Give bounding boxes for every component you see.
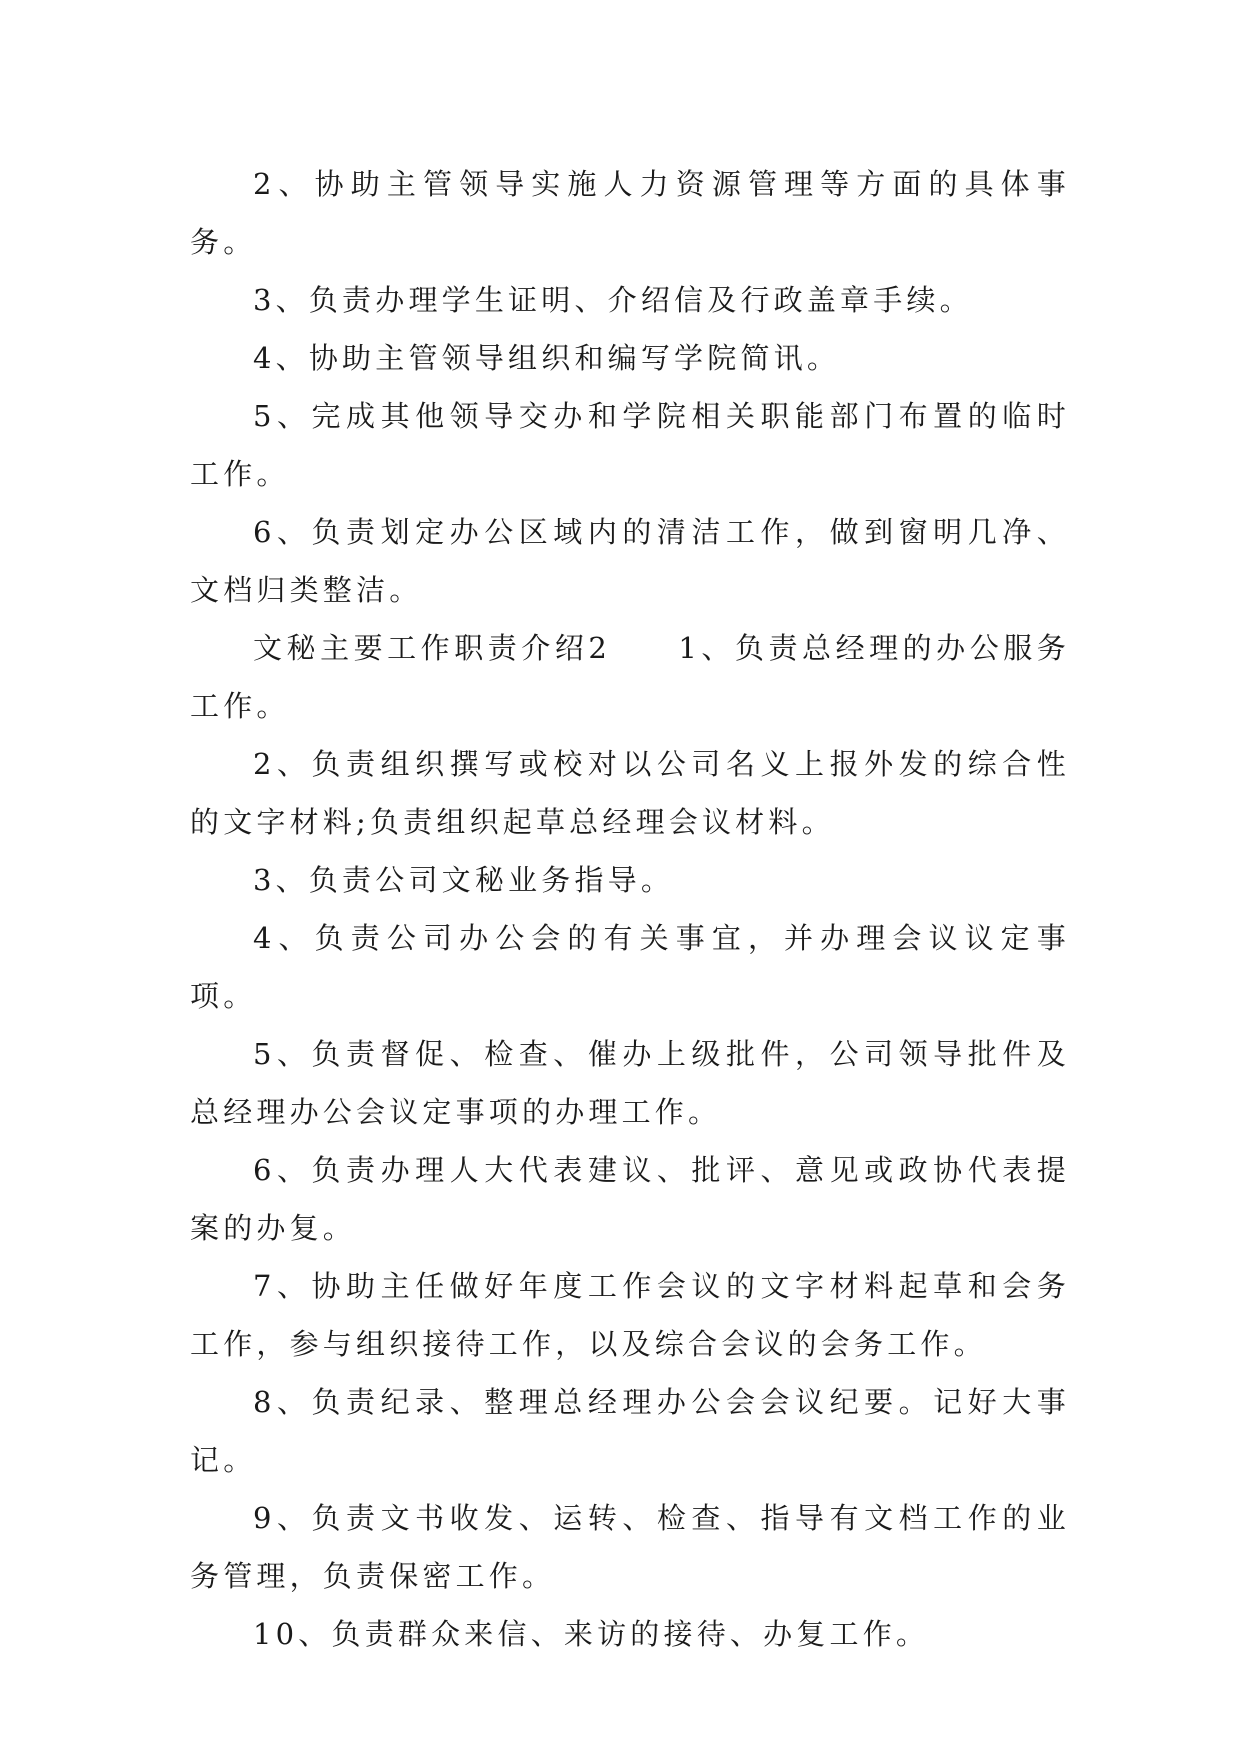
document-body <box>190 155 1070 1663</box>
duty-item-4: 4、负责公司办公会的有关事宜，并办理会议议定事项。 <box>190 921 1070 1013</box>
duty-item-10: 10、负责群众来信、来访的接待、办复工作。 <box>253 1617 930 1651</box>
duty-item-7: 7、协助主任做好年度工作会议的文字材料起草和会务工作，参与组织接待工作，以及综合会议的会务工作。 <box>190 1269 1070 1361</box>
paragraph-item-3: 3、负责办理学生证明、介绍信及行政盖章手续。 <box>253 283 973 317</box>
duty-item-6: 6、负责办理人大代表建议、批评、意见或政协代表提案的办复。 <box>190 1153 1070 1245</box>
duty-item-2: 2、负责组织撰写或校对以公司名义上报外发的综合性的文字材料;负责组织起草总经理会议材料。 <box>190 747 1070 839</box>
paragraph-item-4: 4、协助主管领导组织和编写学院简讯。 <box>253 341 841 375</box>
duty-item-3: 3、负责公司文秘业务指导。 <box>253 863 675 897</box>
duty-item-9: 9、负责文书收发、运转、检查、指导有文档工作的业务管理，负责保密工作。 <box>190 1501 1070 1593</box>
paragraph-item-6: 6、负责划定办公区域内的清洁工作，做到窗明几净、文档归类整洁。 <box>190 515 1070 607</box>
paragraph-item-2: 2、协助主管领导实施人力资源管理等方面的具体事务。 <box>190 167 1070 259</box>
duty-item-8: 8、负责纪录、整理总经理办公会会议纪要。记好大事记。 <box>190 1385 1070 1477</box>
paragraph-item-5: 5、完成其他领导交办和学院相关职能部门布置的临时工作。 <box>190 399 1070 491</box>
section-heading-paragraph: 文秘主要工作职责介绍2 1、负责总经理的办公服务工作。 <box>190 631 1070 723</box>
duty-item-5: 5、负责督促、检查、催办上级批件，公司领导批件及总经理办公会议定事项的办理工作。 <box>190 1037 1070 1129</box>
